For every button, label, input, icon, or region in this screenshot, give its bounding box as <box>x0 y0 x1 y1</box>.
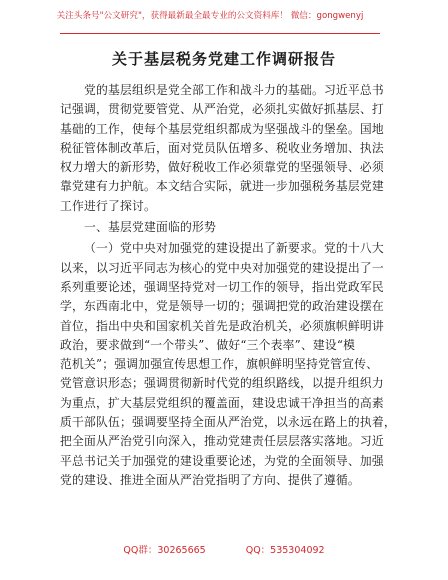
paragraph-line: 把全面从严治党引向深入，推动党建责任层层落实落地。习近 <box>60 434 384 449</box>
paragraph-line: 政治，要求做到“一个带头”、做好“三个表率”、建设“模 <box>60 337 356 352</box>
paragraph-line: 基础的工作，使每个基层党组织都成为坚强战斗的堡垒。国地 <box>60 121 384 136</box>
paragraph-line: 范机关”；强调加强宣传思想工作，旗帜鲜明坚持党管宣传、 <box>60 357 379 372</box>
qq-text: QQ：535304092 <box>245 545 325 556</box>
paragraph-line: 记强调，贯彻党要管党、从严治党，必须扎实做好抓基层、打 <box>60 102 384 117</box>
paragraph-line: 平总书记关于加强党的建设重要论述，为党的全面领导、加强 <box>60 453 384 468</box>
paragraph-line: 党的建设、推进全面从严治党指明了方向、提供了遵循。 <box>60 472 360 487</box>
qq-group-text: QQ群：30265665 <box>123 545 206 556</box>
paragraph-line: 工作进行了探讨。 <box>60 198 156 213</box>
promo-banner-text: 关注头条号"公文研究"，获得最新最全最专业的公文资料库！ 微信：gongwenyj <box>56 11 364 21</box>
paragraph-line: （一）党中央对加强党的建设提出了新要求。党的十八大 <box>84 241 384 256</box>
footer-contact <box>0 544 448 558</box>
document-body <box>60 81 396 490</box>
paragraph-line: 靠党建有力护航。本文结合实际，就进一步加强税务基层党建 <box>60 179 384 194</box>
paragraph-line: 党的基层组织是党全部工作和战斗力的基础。习近平总书 <box>84 83 384 97</box>
paragraph-line: 学，东西南北中，党是领导一切的；强调把党的政治建设摆在 <box>60 299 384 314</box>
paragraph-line: 税征管体制改革后，面对党员队伍增多、税收业务增加、执法 <box>60 140 384 155</box>
document-title: 关于基层税务党建工作调研报告 <box>111 50 336 68</box>
paragraph-line: 质干部队伍；强调要坚持全面从严治党，以永远在路上的执着， <box>60 415 396 430</box>
promo-banner <box>50 10 370 22</box>
paragraph-line: 权力增大的新形势，做好税收工作必须靠党的坚强领导、必须 <box>60 160 384 175</box>
paragraph-line: 以来，以习近平同志为核心的党中央对加强党的建设提出了一 <box>60 260 384 275</box>
banner-divider <box>60 33 380 34</box>
paragraph-line: 党管意识形态；强调贯彻新时代党的组织路线，以提升组织力 <box>60 376 384 391</box>
section-heading: 一、基层党建面临的形势 <box>84 220 216 235</box>
paragraph-line: 系列重要论述，强调坚持党对一切工作的领导，指出党政军民 <box>60 279 384 294</box>
paragraph-line: 为重点，扩大基层党组织的覆盖面，建设忠诚干净担当的高素 <box>60 395 384 410</box>
paragraph-line: 首位，指出中央和国家机关首先是政治机关，必须旗帜鲜明讲 <box>60 318 384 333</box>
